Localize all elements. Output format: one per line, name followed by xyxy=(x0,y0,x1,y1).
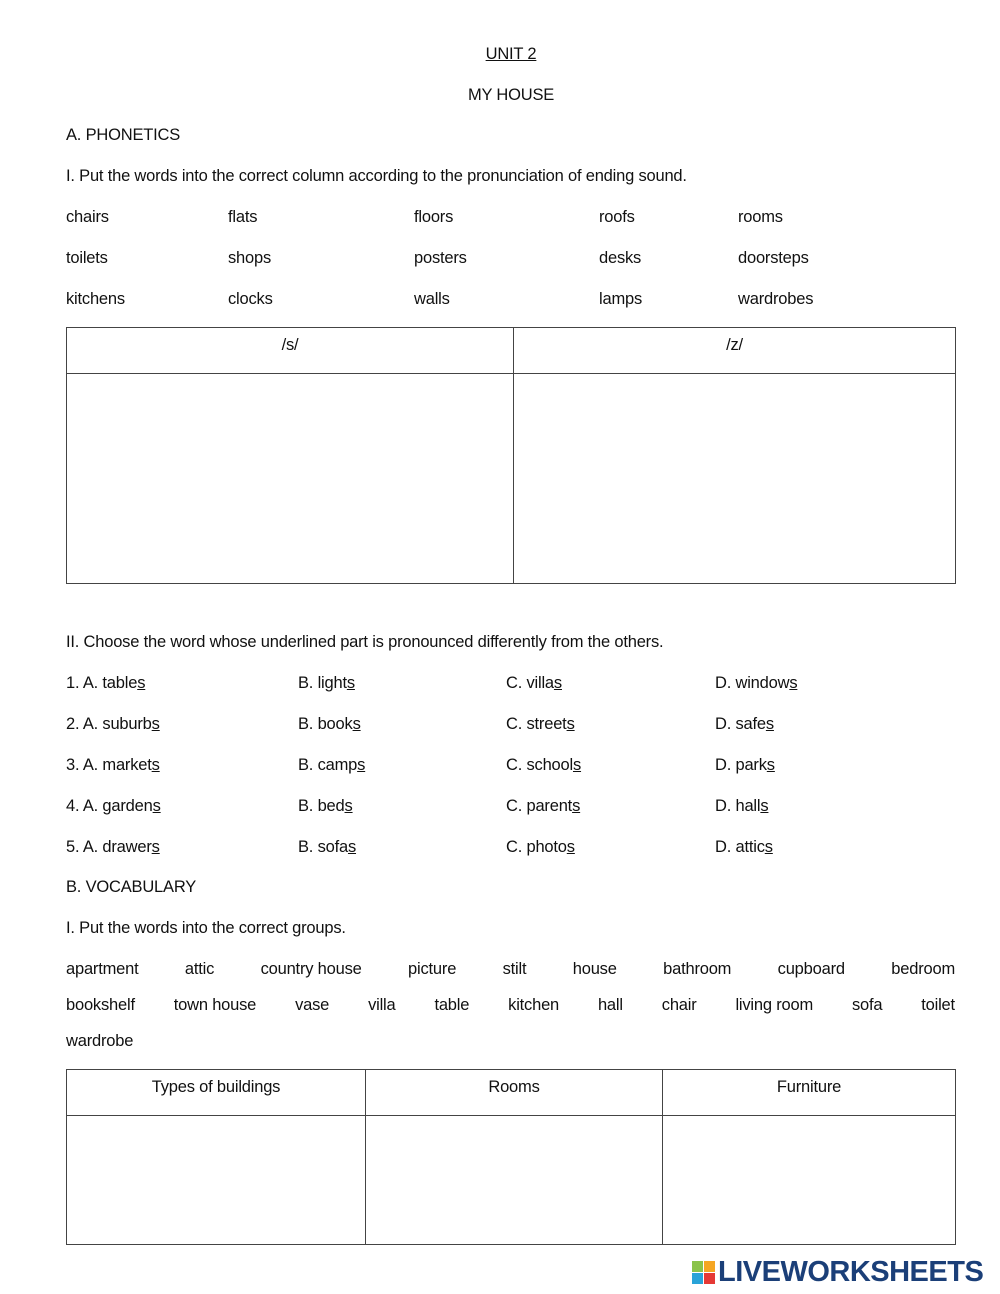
underlined-ending: s xyxy=(151,756,160,774)
logo-text: LIVEWORKSHEETS xyxy=(718,1256,984,1288)
word-item: floors xyxy=(414,208,454,226)
answer-cell-s[interactable] xyxy=(67,374,514,584)
underlined-ending: s xyxy=(152,797,161,815)
vocab-word: living room xyxy=(735,996,814,1014)
answer-option[interactable]: B. camps xyxy=(298,756,366,774)
vocab-word: bookshelf xyxy=(66,996,135,1014)
vocab-word: table xyxy=(434,996,470,1014)
header-z: /z/ xyxy=(514,328,956,374)
vocab-word: toilet xyxy=(921,996,955,1014)
header-buildings: Types of buildings xyxy=(67,1070,366,1116)
underlined-ending: s xyxy=(760,797,769,815)
vocab-word: country house xyxy=(260,960,362,978)
vocab-word: bedroom xyxy=(891,960,955,978)
word-item: rooms xyxy=(738,208,783,226)
underlined-ending: s xyxy=(137,674,146,692)
sound-table xyxy=(66,327,956,584)
answer-option[interactable]: C. schools xyxy=(506,756,582,774)
group-table xyxy=(66,1069,956,1245)
answer-cell-buildings[interactable] xyxy=(67,1116,366,1245)
word-item: doorsteps xyxy=(738,249,809,267)
underlined-ending: s xyxy=(151,838,160,856)
word-item: lamps xyxy=(599,290,643,308)
task-b1: I. Put the words into the correct groups. xyxy=(66,919,346,937)
page-title: MY HOUSE xyxy=(467,86,555,104)
section-b-heading: B. VOCABULARY xyxy=(66,878,197,896)
header-s: /s/ xyxy=(67,328,514,374)
vocab-word: vase xyxy=(295,996,330,1014)
underlined-ending: s xyxy=(357,756,366,774)
answer-cell-furniture[interactable] xyxy=(663,1116,956,1245)
word-item: clocks xyxy=(228,290,273,308)
answer-option[interactable]: D. safes xyxy=(715,715,774,733)
vocab-word: cupboard xyxy=(777,960,845,978)
word-item: wardrobes xyxy=(738,290,814,308)
word-item: posters xyxy=(414,249,467,267)
task-a1: I. Put the words into the correct column according to the pronunciation of ending sound. xyxy=(66,167,687,185)
vocab-word: house xyxy=(572,960,617,978)
underlined-ending: s xyxy=(566,838,575,856)
task-a2: II. Choose the word whose underlined part is pronounced differently from the others. xyxy=(66,633,664,651)
word-item: desks xyxy=(599,249,642,267)
underlined-ending: s xyxy=(347,838,357,856)
underlined-ending: s xyxy=(151,715,160,733)
vocab-word: chair xyxy=(661,996,697,1014)
vocab-word: hall xyxy=(597,996,623,1014)
underlined-ending: s xyxy=(789,674,798,692)
underlined-ending: s xyxy=(572,797,581,815)
vocab-word: kitchen xyxy=(508,996,560,1014)
underlined-ending: s xyxy=(566,715,575,733)
word-item: shops xyxy=(228,249,272,267)
underlined-ending: s xyxy=(764,838,773,856)
answer-option[interactable]: 4. A. gardens xyxy=(66,797,161,815)
answer-option[interactable]: D. parks xyxy=(715,756,775,774)
word-item: roofs xyxy=(599,208,635,226)
vocab-word: town house xyxy=(173,996,257,1014)
answer-option[interactable]: C. streets xyxy=(506,715,575,733)
word-item: toilets xyxy=(66,249,108,267)
answer-option[interactable]: D. windows xyxy=(715,674,798,692)
vocab-word: wardrobe xyxy=(66,1032,134,1050)
answer-option[interactable]: 1. A. tables xyxy=(66,674,146,692)
underlined-ending: s xyxy=(572,756,582,774)
vocab-word: picture xyxy=(408,960,457,978)
underlined-ending: s xyxy=(765,715,774,733)
word-item: kitchens xyxy=(66,290,125,308)
answer-option[interactable]: B. lights xyxy=(298,674,355,692)
answer-option[interactable]: D. halls xyxy=(715,797,769,815)
answer-option[interactable]: B. books xyxy=(298,715,361,733)
logo-badge-icon xyxy=(692,1261,715,1284)
underlined-ending: s xyxy=(346,674,355,692)
word-item: chairs xyxy=(66,208,109,226)
vocab-word: stilt xyxy=(502,960,527,978)
answer-cell-rooms[interactable] xyxy=(366,1116,663,1245)
answer-option[interactable]: C. photos xyxy=(506,838,575,856)
header-rooms: Rooms xyxy=(366,1070,663,1116)
vocab-line xyxy=(66,995,955,1015)
answer-option[interactable]: B. sofas xyxy=(298,838,357,856)
vocab-word: bathroom xyxy=(663,960,732,978)
answer-option[interactable]: C. villas xyxy=(506,674,562,692)
liveworksheets-logo xyxy=(692,1256,983,1289)
underlined-ending: s xyxy=(766,756,775,774)
underlined-ending: s xyxy=(553,674,562,692)
underlined-ending: s xyxy=(344,797,353,815)
word-item: walls xyxy=(414,290,450,308)
answer-option[interactable]: 2. A. suburbs xyxy=(66,715,160,733)
vocab-line xyxy=(66,959,955,979)
unit-heading: UNIT 2 xyxy=(485,45,537,63)
answer-option[interactable]: C. parents xyxy=(506,797,581,815)
section-a-heading: A. PHONETICS xyxy=(66,126,181,144)
answer-option[interactable]: B. beds xyxy=(298,797,353,815)
answer-cell-z[interactable] xyxy=(514,374,956,584)
vocab-word: sofa xyxy=(851,996,883,1014)
answer-option[interactable]: D. attics xyxy=(715,838,773,856)
answer-option[interactable]: 5. A. drawers xyxy=(66,838,160,856)
header-furniture: Furniture xyxy=(663,1070,956,1116)
answer-option[interactable]: 3. A. markets xyxy=(66,756,160,774)
vocab-word: attic xyxy=(184,960,215,978)
vocab-word: apartment xyxy=(66,960,139,978)
underlined-ending: s xyxy=(352,715,361,733)
vocab-word: villa xyxy=(368,996,396,1014)
word-item: flats xyxy=(228,208,258,226)
vocab-line xyxy=(66,1031,955,1051)
